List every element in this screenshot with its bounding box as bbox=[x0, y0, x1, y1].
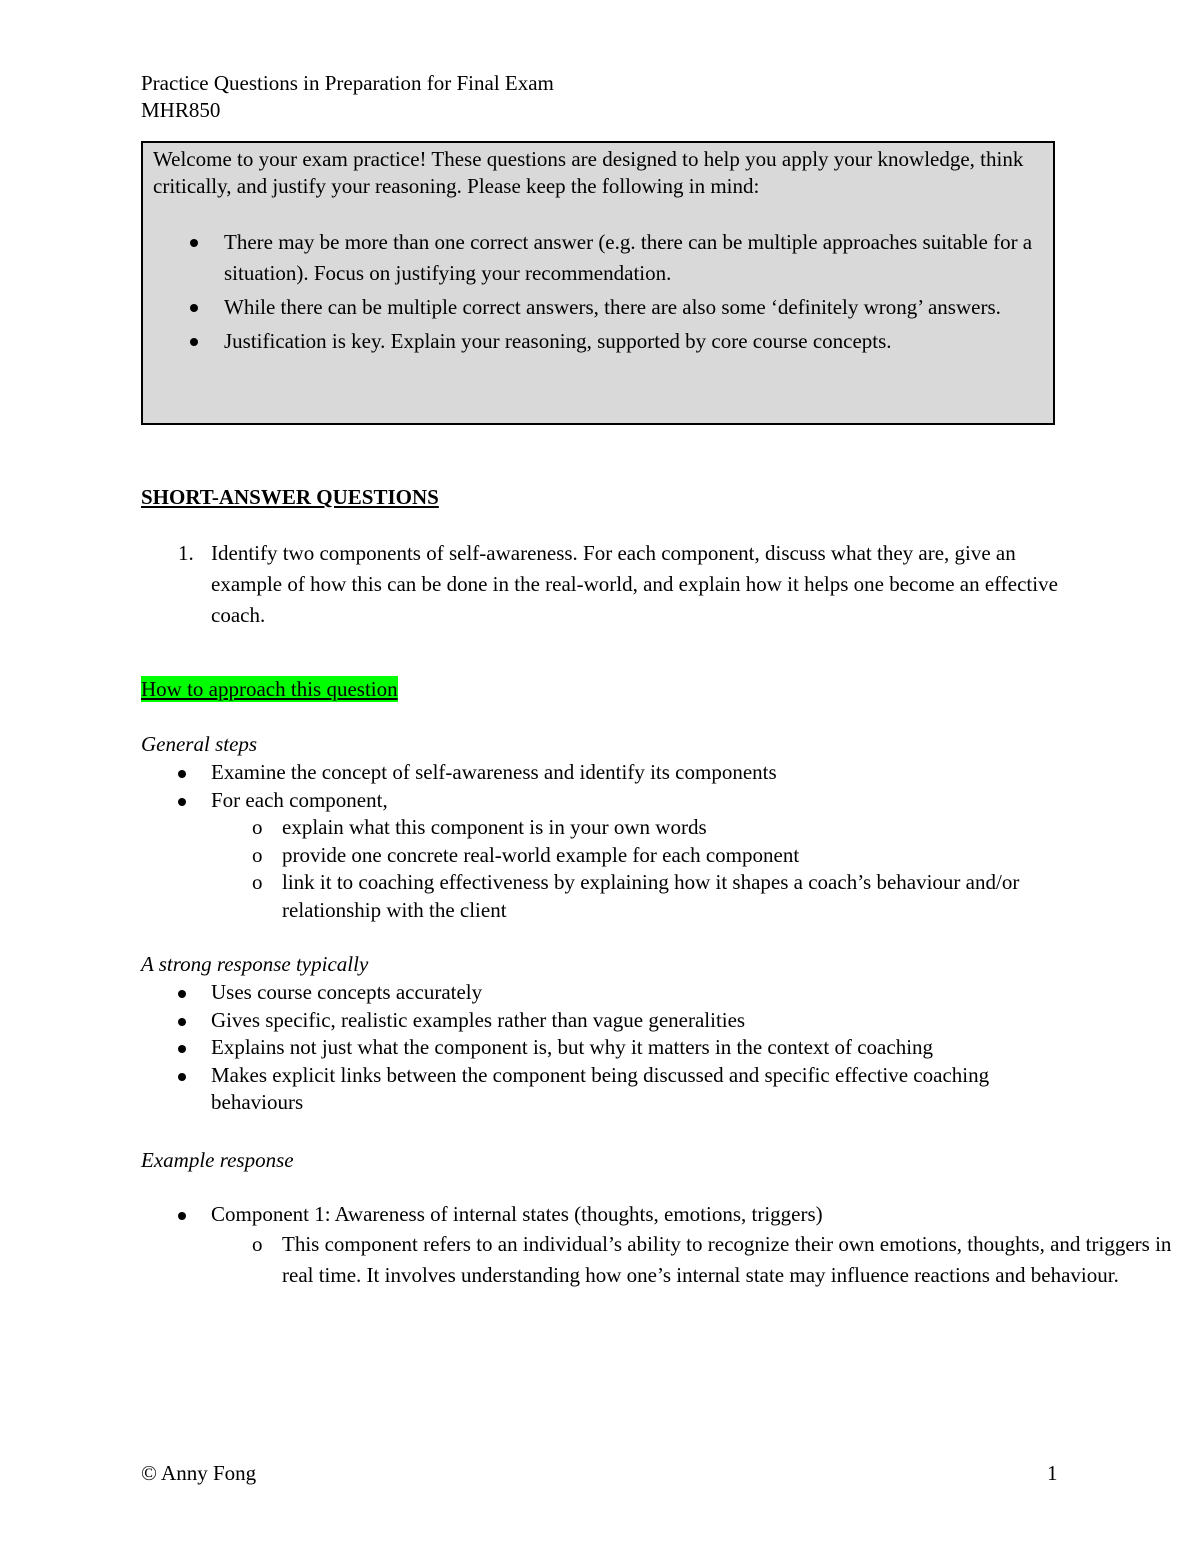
list-item bbox=[141, 1201, 1061, 1229]
page-number: 1 bbox=[1047, 1461, 1058, 1485]
list-item-text: Gives specific, realistic examples rather than vague generalities bbox=[211, 1007, 746, 1032]
example-response-list bbox=[141, 1201, 1172, 1291]
sub-list-item-text: link it to coaching effectiveness by explaining how it shapes a coach’s behaviour and/or relationship with the client bbox=[282, 870, 1020, 922]
sub-list-item bbox=[141, 842, 1061, 870]
notice-item bbox=[153, 326, 1043, 357]
approach-heading: How to approach this question bbox=[141, 677, 398, 701]
circle-bullet-icon: o bbox=[252, 815, 263, 839]
bullet-icon bbox=[178, 770, 186, 778]
list-item bbox=[141, 759, 1061, 787]
notice-item-text: There may be more than one correct answer (e.g. there can be multiple approaches suitable for a situation). Focus on justifying your recommendation. bbox=[224, 230, 1033, 285]
notice-list bbox=[153, 227, 1043, 357]
bullet-icon bbox=[178, 798, 186, 806]
bullet-icon bbox=[178, 1073, 186, 1081]
sub-list-item bbox=[141, 814, 1061, 842]
question-1 bbox=[178, 538, 1058, 631]
list-item-text: Component 1: Awareness of internal states (thoughts, emotions, triggers) bbox=[211, 1202, 823, 1226]
sub-list-item-text: This component refers to an individual’s ability to recognize their own emotions, thoughts, and triggers in real time. It involves understanding how one’s internal state may influence reactions and behaviour. bbox=[282, 1231, 1172, 1287]
list-item bbox=[141, 1034, 1061, 1062]
list-item bbox=[141, 979, 1061, 1007]
notice-intro: Welcome to your exam practice! These questions are designed to help you apply your knowledge, think critically, and justify your reasoning. Please keep the following in mind: bbox=[153, 147, 1024, 198]
bullet-icon bbox=[178, 1212, 186, 1220]
sub-list-item bbox=[141, 869, 1061, 924]
question-text: Identify two components of self-awareness. For each component, discuss what they are, give an example of how this can be done in the real-world, and explain how it helps one become an effective coach. bbox=[211, 541, 1058, 627]
circle-bullet-icon: o bbox=[252, 1231, 263, 1256]
notice-item-text: While there can be multiple correct answers, there are also some ‘definitely wrong’ answers. bbox=[224, 295, 1001, 319]
section-title: SHORT-ANSWER QUESTIONS bbox=[141, 485, 439, 509]
sub-list-item-text: provide one concrete real-world example for each component bbox=[282, 842, 800, 867]
list-item bbox=[141, 1062, 1071, 1117]
notice-item-text: Justification is key. Explain your reasoning, supported by core course concepts. bbox=[224, 329, 892, 353]
strong-response-list bbox=[141, 979, 1061, 1117]
list-item-text: Uses course concepts accurately bbox=[211, 980, 483, 1004]
bullet-icon bbox=[178, 1045, 186, 1053]
list-item-text: Explains not just what the component is, but why it matters in the context of coaching bbox=[211, 1035, 934, 1059]
sub-list-item-text: explain what this component is in your own words bbox=[282, 815, 707, 839]
circle-bullet-icon: o bbox=[252, 870, 263, 894]
list-item bbox=[141, 787, 1061, 815]
circle-bullet-icon: o bbox=[252, 842, 263, 867]
sub-list-item bbox=[141, 1229, 1192, 1291]
notice-item bbox=[153, 292, 1043, 323]
list-item-text: Makes explicit links between the component being discussed and specific effective coaching behaviours bbox=[211, 1062, 990, 1114]
bullet-icon bbox=[178, 1018, 186, 1026]
bullet-icon bbox=[190, 239, 198, 247]
list-item-text: Examine the concept of self-awareness and identify its components bbox=[211, 760, 777, 784]
bullet-icon bbox=[190, 304, 198, 312]
notice-item bbox=[153, 227, 1043, 289]
course-code: MHR850 bbox=[141, 98, 221, 122]
document-header bbox=[141, 70, 554, 124]
bullet-icon bbox=[190, 338, 198, 346]
general-steps-list bbox=[141, 759, 1061, 924]
footer-copyright: © Anny Fong bbox=[141, 1461, 257, 1485]
question-number: 1. bbox=[178, 541, 194, 565]
example-response-heading: Example response bbox=[141, 1148, 294, 1172]
notice-box bbox=[141, 141, 1055, 425]
list-item-text: For each component, bbox=[211, 787, 388, 812]
strong-response-heading: A strong response typically bbox=[141, 952, 369, 976]
document-title: Practice Questions in Preparation for Final Exam bbox=[141, 71, 554, 95]
bullet-icon bbox=[178, 990, 186, 998]
general-steps-heading: General steps bbox=[141, 732, 258, 756]
list-item bbox=[141, 1007, 1061, 1035]
